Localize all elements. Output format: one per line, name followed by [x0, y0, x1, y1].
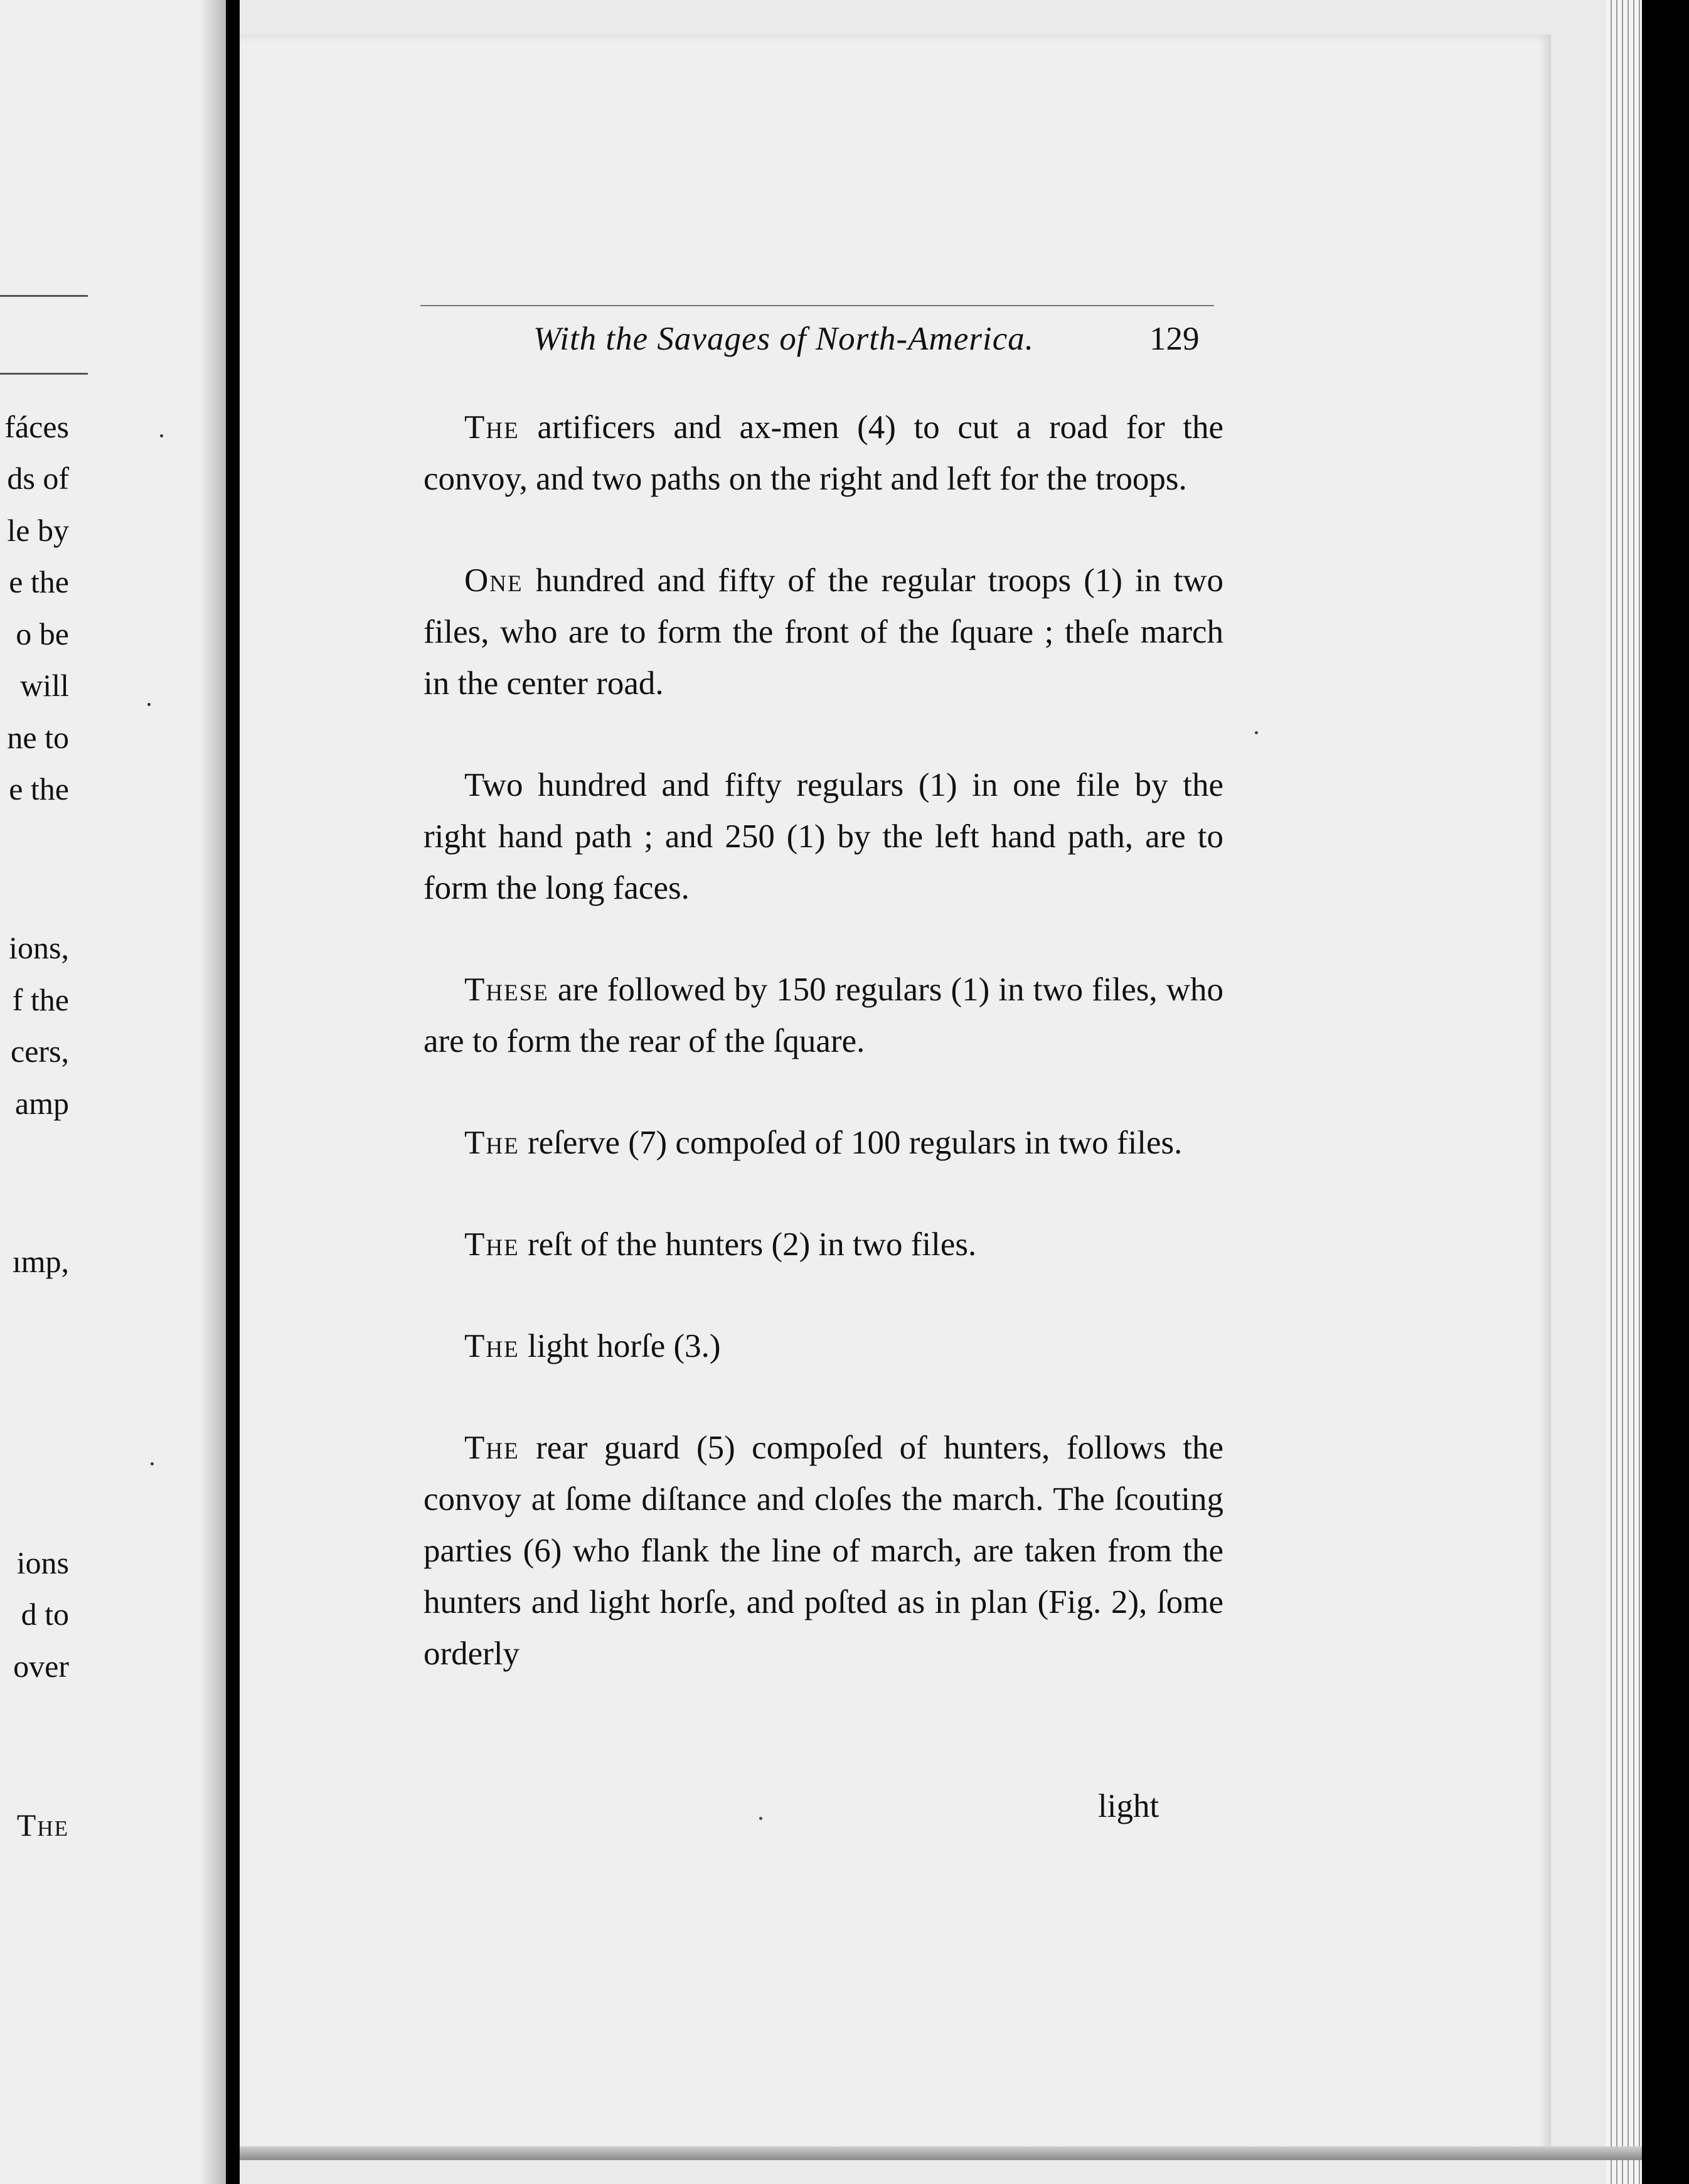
page-edges	[1606, 0, 1642, 2184]
left-page-fragment: amp	[14, 1086, 69, 1121]
paragraph-text: light horſe (3.)	[519, 1328, 721, 1364]
paragraph	[424, 402, 1223, 505]
paragraph	[424, 759, 1223, 914]
facing-page	[0, 0, 226, 2184]
paragraph-lead: The	[464, 1226, 519, 1263]
paragraph-lead: These	[464, 972, 549, 1008]
running-title: With the Savages of North-America.	[533, 321, 1034, 357]
paragraph-lead: The	[464, 409, 519, 446]
left-page-fragment: ds of	[7, 461, 69, 496]
paragraph-lead: The	[464, 1430, 519, 1466]
paragraph-text: are followed by 150 regulars (1) in two files, who are to form the rear of the ſquare.	[424, 972, 1223, 1059]
paragraph	[424, 1422, 1223, 1679]
paragraph-text: reſt of the hunters (2) in two files.	[519, 1226, 977, 1263]
paragraph-lead: One	[464, 562, 523, 599]
left-page-fragment: f the	[12, 982, 69, 1017]
left-page-fragment: ımp,	[12, 1244, 69, 1279]
paragraph	[424, 555, 1223, 709]
left-page-fragment: d to	[21, 1597, 69, 1632]
left-page-fragment: e the	[9, 564, 69, 599]
left-page-fragment: will	[20, 668, 69, 703]
left-page-fragment: fáces	[4, 409, 69, 444]
ink-speck	[1255, 731, 1258, 734]
left-page-fragment: le by	[7, 513, 69, 548]
ink-speck	[151, 1462, 154, 1465]
left-page-rule	[0, 373, 88, 375]
left-page-fragment: ions,	[9, 930, 69, 965]
left-page-fragment: ions	[16, 1545, 69, 1580]
catchword: light	[1098, 1788, 1159, 1824]
page-number: 129	[1149, 321, 1200, 357]
body-text	[424, 402, 1223, 1679]
paragraph-lead: The	[464, 1125, 519, 1161]
paragraph-text: artificers and ax-men (4) to cut a road for the convoy, and two paths on the right and left for the troops.	[424, 409, 1223, 497]
paragraph-text: hundred and fifty of the regular troops (1) in two files, who are to form the front of the ſquare ; theſe march in the center road.	[424, 562, 1223, 702]
paragraph	[424, 1219, 1223, 1270]
left-page-fragment: cers,	[11, 1034, 69, 1069]
left-page-fragment: o be	[16, 616, 69, 651]
paragraph-text: Two hundred and fifty regulars (1) in one file by the right hand path ; and 250 (1) by the left hand path, are to form the long faces.	[424, 767, 1223, 906]
header-rule	[420, 305, 1214, 306]
paragraph	[424, 964, 1223, 1067]
left-page-fragment: over	[13, 1649, 69, 1684]
paragraph-text: rear guard (5) compoſed of hunters, follows the convoy at ſome diſtance and cloſes the march. The ſcouting parties (6) who flank the line of march, are taken from the hunters and light horſe, and poſted as in plan (Fig. 2), ſome orderly	[424, 1430, 1223, 1672]
page-gutter	[201, 0, 226, 2184]
ink-speck	[759, 1817, 762, 1820]
paragraph	[424, 1117, 1223, 1169]
paragraph-text: reſerve (7) compoſed of 100 regulars in two files.	[519, 1125, 1183, 1161]
ink-speck	[147, 703, 151, 706]
left-page-fragment: e the	[9, 771, 69, 806]
left-page-fragment: The	[16, 1807, 69, 1843]
ink-speck	[160, 434, 163, 437]
paragraph	[424, 1320, 1223, 1372]
left-page-fragment: ne to	[7, 720, 69, 755]
paragraph-lead: The	[464, 1328, 519, 1364]
left-page-rule	[0, 295, 88, 297]
page-bottom-edge	[240, 2146, 1642, 2160]
